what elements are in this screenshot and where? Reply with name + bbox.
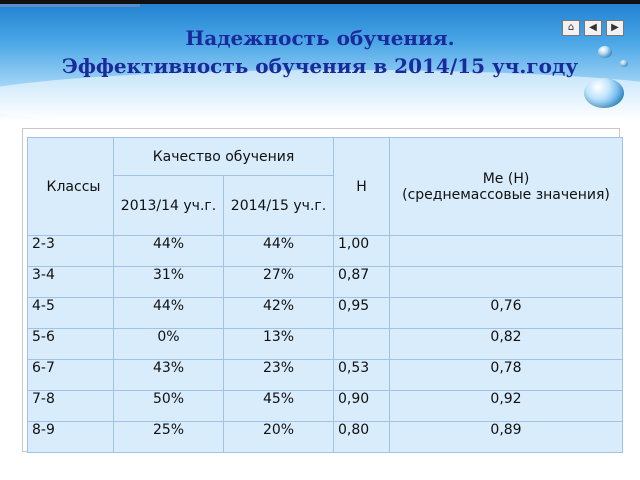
cell-h [334,329,390,360]
cell-q1: 50% [114,391,224,422]
cell-me: 0,92 [390,391,623,422]
forward-icon[interactable]: ▶ [606,20,624,36]
cell-q2: 27% [224,267,334,298]
cell-h: 0,90 [334,391,390,422]
cell-me: 0,82 [390,329,623,360]
cell-q2: 44% [224,236,334,267]
cell-class: 3-4 [28,267,114,298]
cell-class: 5-6 [28,329,114,360]
table-row [28,391,623,422]
cell-q2: 20% [224,422,334,453]
page-title-line2: Эффективность обучения в 2014/15 уч.году [61,54,579,78]
cell-q1: 0% [114,329,224,360]
cell-class: 4-5 [28,298,114,329]
cell-q1: 44% [114,298,224,329]
top-strip-accent [0,4,140,7]
back-icon[interactable]: ◀ [584,20,602,36]
cell-class: 6-7 [28,360,114,391]
header-me-line2: (среднемассовые значения) [402,186,610,203]
cell-class: 7-8 [28,391,114,422]
wave-decoration [0,70,640,130]
cell-me: 0,78 [390,360,623,391]
table-row [28,236,623,267]
table-row [28,329,623,360]
cell-me: 0,76 [390,298,623,329]
header-classes: Классы [28,138,114,236]
table-row [28,422,623,453]
cell-q1: 25% [114,422,224,453]
header-year1: 2013/14 уч.г. [114,176,224,236]
header-year2: 2014/15 уч.г. [224,176,334,236]
cell-h: 0,95 [334,298,390,329]
cell-q1: 43% [114,360,224,391]
bubble-decoration [584,78,624,108]
cell-h: 0,80 [334,422,390,453]
cell-q2: 13% [224,329,334,360]
cell-q2: 45% [224,391,334,422]
home-icon[interactable]: ⌂ [562,20,580,36]
cell-class: 2-3 [28,236,114,267]
cell-h: 0,87 [334,267,390,298]
header-quality: Качество обучения [114,138,334,176]
cell-q2: 42% [224,298,334,329]
cell-q1: 44% [114,236,224,267]
cell-h: 1,00 [334,236,390,267]
table-row [28,267,623,298]
header-me [390,138,623,236]
cell-me: 0,89 [390,422,623,453]
cell-me [390,236,623,267]
table-row [28,360,623,391]
cell-q2: 23% [224,360,334,391]
cell-h: 0,53 [334,360,390,391]
cell-class: 8-9 [28,422,114,453]
header-me-line1: Ме (Н) [482,170,530,187]
cell-me [390,267,623,298]
header-h: Н [334,138,390,236]
cell-q1: 31% [114,267,224,298]
results-table [27,137,623,453]
page-title-line1: Надежность обучения. [185,26,455,50]
table-row [28,298,623,329]
